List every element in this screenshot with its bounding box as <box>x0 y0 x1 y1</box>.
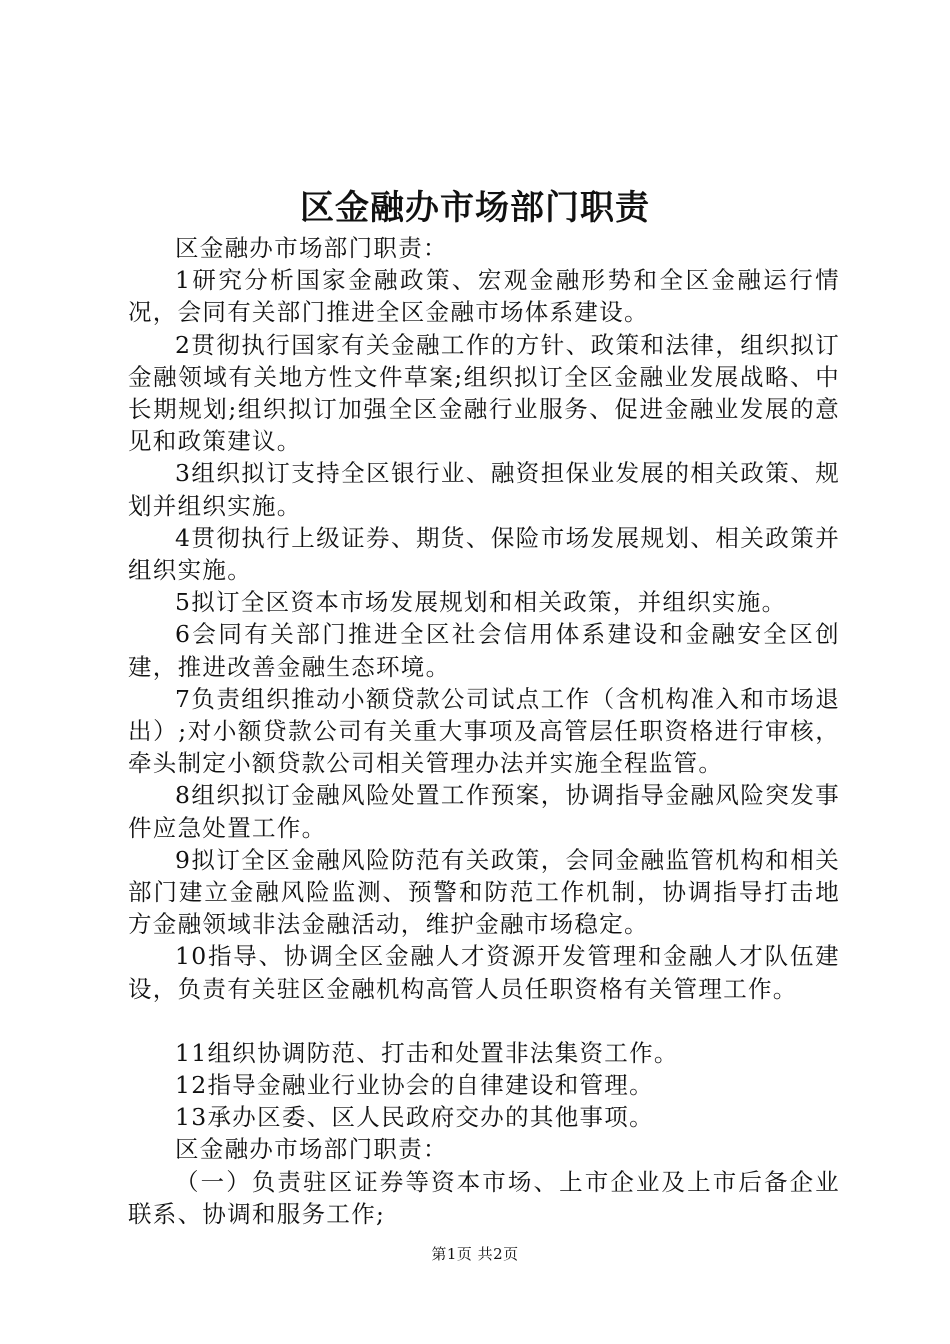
paragraph-item-13: 13承办区委、区人民政府交办的其他事项。 <box>175 1103 654 1132</box>
paragraph-item-12: 12指导金融业行业协会的自律建设和管理。 <box>175 1071 654 1100</box>
paragraph-item-1: 1研究分析国家金融政策、宏观金融形势和全区金融运行情况，会同有关部门推进全区金融市场体系建设。 <box>128 266 840 327</box>
paragraph-item-5: 5拟订全区资本市场发展规划和相关政策，并组织实施。 <box>175 588 787 617</box>
paragraph-item-10: 10指导、协调全区金融人才资源开发管理和金融人才队伍建设，负责有关驻区金融机构高管人员任职资格有关管理工作。 <box>128 942 840 1003</box>
paragraph-item-4: 4贯彻执行上级证券、期货、保险市场发展规划、相关政策并组织实施。 <box>128 523 840 585</box>
page-footer: 第1页 共2页 <box>431 1245 519 1263</box>
paragraph-item-3: 3组织拟订支持全区银行业、融资担保业发展的相关政策、规划并组织实施。 <box>128 459 840 520</box>
document-title: 区金融办市场部门职责 <box>300 188 650 228</box>
paragraph-item-11: 11组织协调防范、打击和处置非法集资工作。 <box>175 1038 679 1067</box>
paragraph-intro-2: 区金融办市场部门职责： <box>175 1135 448 1164</box>
paragraph-item-2: 2贯彻执行国家有关金融工作的方针、政策和法律，组织拟订金融领域有关地方性文件草案;组织拟订全区金融业发展战略、中长期规划;组织拟订加强全区金融行业服务、促进金融业发展的意见和政策建议。 <box>128 330 840 456</box>
paragraph-item-6: 6会同有关部门推进全区社会信用体系建设和金融安全区创建，推进改善金融生态环境。 <box>128 620 840 681</box>
paragraph-sub-1: （一）负责驻区证券等资本市场、上市企业及上市后备企业联系、协调和服务工作; <box>128 1167 840 1228</box>
paragraph-item-8: 8组织拟订金融风险处置工作预案，协调指导金融风险突发事件应急处置工作。 <box>128 781 840 842</box>
document-body <box>128 232 840 1230</box>
paragraph-intro: 区金融办市场部门职责： <box>175 234 448 262</box>
paragraph-item-7: 7负责组织推动小额贷款公司试点工作（含机构准入和市场退出）;对小额贷款公司有关重大事项及高管层任职资格进行审核，牵头制定小额贷款公司相关管理办法并实施全程监管。 <box>128 684 840 778</box>
paragraph-item-9: 9拟订全区金融风险防范有关政策，会同金融监管机构和相关部门建立金融风险监测、预警和防范工作机制，协调指导打击地方金融领域非法金融活动，维护金融市场稳定。 <box>128 845 840 939</box>
